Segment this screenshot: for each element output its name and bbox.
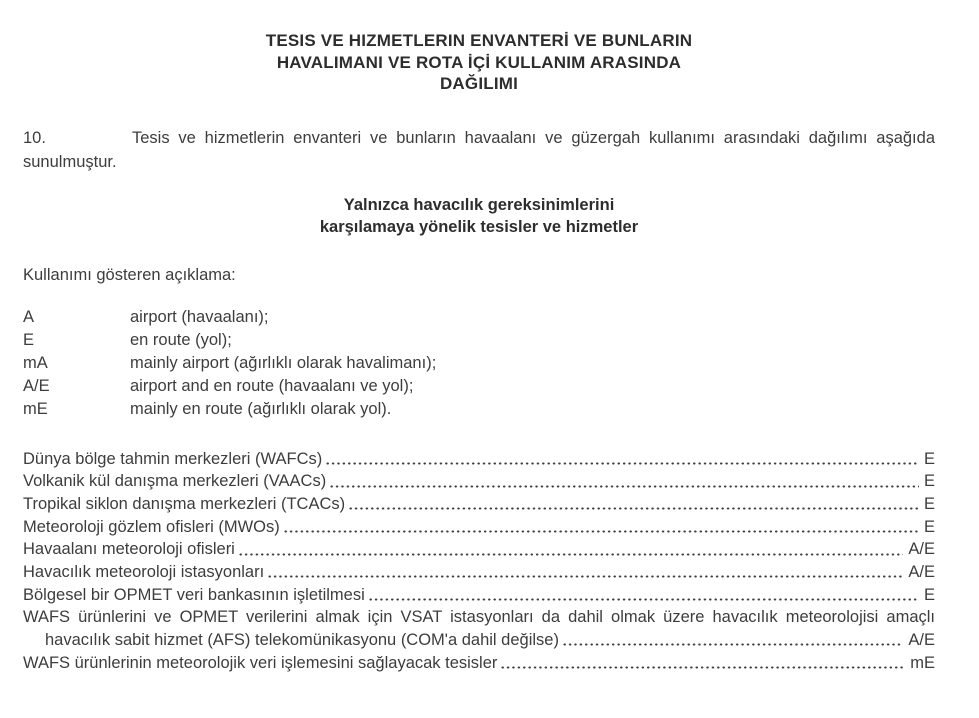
dot-leader [348,493,919,516]
subtitle-line: Yalnızca havacılık gereksinimlerini [343,195,615,214]
inventory-label: Bölgesel bir OPMET veri bankasının işletilmesi [23,585,365,604]
inventory-value: A/E [908,563,935,582]
subtitle-line: karşılamaya yönelik tesisler ve hizmetler [319,217,639,236]
inventory-row [23,538,935,561]
inventory-row [23,561,935,584]
inventory-row [23,516,935,539]
dot-leader [329,470,919,493]
legend-heading: Kullanımı gösteren açıklama: [23,265,236,284]
inventory-label: Tropikal siklon danışma merkezleri (TCACs) [23,494,346,513]
inventory-label: Volkanik kül danışma merkezleri (VAACs) [23,472,327,491]
legend-description: mainly airport (ağırlıklı olarak havalimanı); [130,353,437,372]
title-line: DAĞILIMI [439,74,519,93]
legend-code: A [23,307,35,326]
inventory-value: A/E [908,631,935,650]
inventory-label: Havacılık meteoroloji istasyonları [23,563,265,582]
legend-row [23,398,935,421]
document-title [23,30,935,95]
inventory-row [23,493,935,516]
legend-description: airport (havaalanı); [130,307,269,326]
inventory-label: WAFS ürünlerinin meteorolojik veri işlemesini sağlayacak tesisler [23,653,498,672]
usage-legend [23,306,935,422]
inventory-row [23,606,935,651]
inventory-label: Dünya bölge tahmin merkezleri (WAFCs) [23,449,323,468]
dot-leader [500,652,905,675]
dot-leader [267,561,903,584]
inventory-value: E [923,585,935,604]
inventory-value: E [923,517,935,536]
inventory-list [23,448,935,675]
paragraph-text: Tesis ve hizmetlerin envanteri ve bunların havaalanı ve güzergah kullanımı arasındaki dağılımı aşağıda sunulmuştur. [23,128,935,171]
title-line: TESIS VE HIZMETLERIN ENVANTERİ VE BUNLARIN [265,31,693,50]
inventory-value: E [923,472,935,491]
legend-description: airport and en route (havaalanı ve yol); [130,377,414,396]
inventory-row [23,448,935,471]
title-line: HAVALIMANI VE ROTA İÇİ KULLANIM ARASINDA [276,52,682,72]
inventory-value: mE [910,653,935,672]
inventory-label-first-line: WAFS ürünlerini ve OPMET verilerini almak için VSAT istasyonları da dahil olmak üzere havacılık meteorolojisi amaçlı [23,608,935,627]
legend-code: E [23,330,35,349]
inventory-label-continuation: havacılık sabit hizmet (AFS) telekomünikasyonu (COM'a dahil değilse) [45,631,559,650]
inventory-row [23,470,935,493]
legend-code: A/E [23,377,50,396]
inventory-label: Havaalanı meteoroloji ofisleri [23,540,235,559]
legend-code: mA [23,353,48,372]
intro-paragraph [23,126,935,174]
inventory-row [23,652,935,675]
legend-description: en route (yol); [130,330,232,349]
legend-description: mainly en route (ağırlıklı olarak yol). [130,400,392,419]
inventory-value: E [923,494,935,513]
dot-leader [238,538,904,561]
dot-leader [562,629,903,652]
legend-row [23,375,935,398]
dot-leader [283,516,919,539]
dot-leader [368,584,919,607]
section-subtitle [23,194,935,238]
paragraph-number: 10. [23,128,46,147]
legend-row [23,329,935,352]
inventory-value: A/E [908,540,935,559]
dot-leader [325,448,919,471]
legend-row [23,306,935,329]
inventory-label: Meteoroloji gözlem ofisleri (MWOs) [23,517,280,536]
inventory-value: E [923,449,935,468]
legend-row [23,352,935,375]
inventory-row [23,584,935,607]
legend-code: mE [23,400,48,419]
